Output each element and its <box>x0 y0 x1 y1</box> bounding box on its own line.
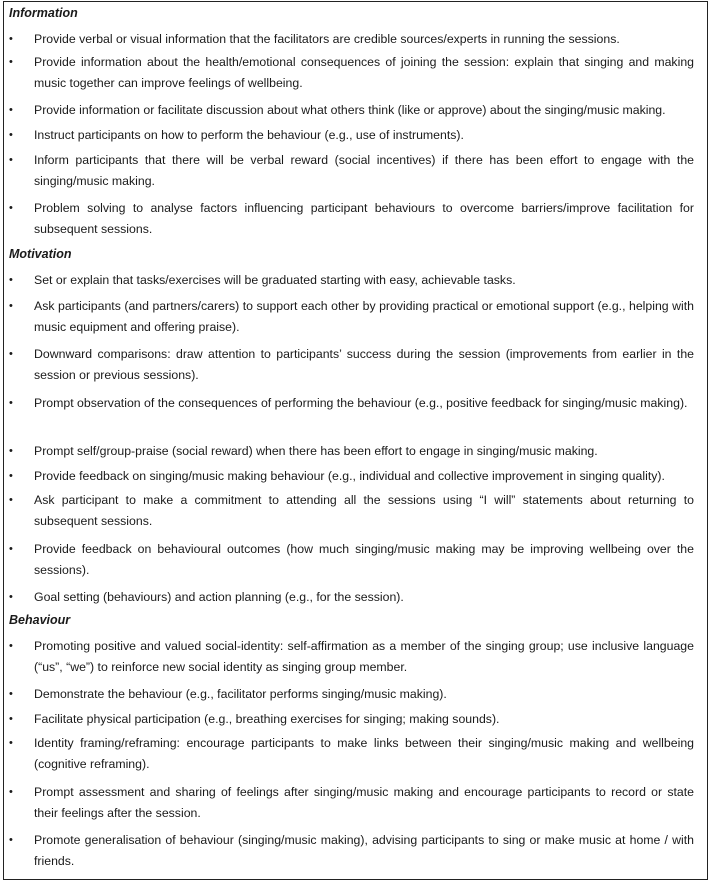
bullet: • <box>9 300 13 312</box>
item-text: Instruct participants on how to perform the behaviour (e.g., use of instruments). <box>34 128 464 142</box>
bullet: • <box>9 494 13 506</box>
item-text: Set or explain that tasks/exercises will be graduated starting with easy, achievable tasks. <box>34 273 516 287</box>
bullet: • <box>9 129 13 141</box>
item-text: Ask participants (and partners/carers) to support each other by providing practical or emotional support (e.g., helping with music equipment and offering praise). <box>34 299 694 334</box>
bullet: • <box>9 834 13 846</box>
item-text: Provide feedback on behavioural outcomes (how much singing/music making may be improving wellbeing over the sessions). <box>34 542 694 577</box>
bullet: • <box>9 154 13 166</box>
bullet: • <box>9 543 13 555</box>
item-text: Prompt observation of the consequences of performing the behaviour (e.g., positive feedback for singing/music making). <box>34 396 688 410</box>
bullet: • <box>9 640 13 652</box>
item-text: Provide information or facilitate discussion about what others think (like or approve) about the singing/music making. <box>34 103 666 117</box>
item-text: Goal setting (behaviours) and action planning (e.g., for the session). <box>34 590 404 604</box>
bullet: • <box>9 737 13 749</box>
item-text: Downward comparisons: draw attention to participants’ success during the session (improvements from earlier in the session or previous sessions). <box>34 347 694 382</box>
item-text: Prompt self/group-praise (social reward) when there has been effort to engage in singing/music making. <box>34 444 598 458</box>
item-text: Provide verbal or visual information that the facilitators are credible sources/experts in running the sessions. <box>34 32 620 46</box>
bullet: • <box>9 56 13 68</box>
item-text: Identity framing/reframing: encourage participants to make links between their singing/music making and wellbeing (cognitive reframing). <box>34 736 694 771</box>
item-text: Promote generalisation of behaviour (singing/music making), advising participants to sing or make music at home / with friends. <box>34 833 694 868</box>
bullet: • <box>9 470 13 482</box>
content-box <box>3 1 708 880</box>
bullet: • <box>9 104 13 116</box>
bullet: • <box>9 713 13 725</box>
item-text: Facilitate physical participation (e.g., breathing exercises for singing; making sounds). <box>34 712 500 726</box>
section-title-motivation: Motivation <box>9 247 72 261</box>
item-text: Provide feedback on singing/music making behaviour (e.g., individual and collective improvement in singing quality). <box>34 469 665 483</box>
item-text: Promoting positive and valued social-identity: self-affirmation as a member of the singing group; use inclusive language (“us”, “we”) to reinforce new social identity as singing group member. <box>34 639 694 674</box>
bullet: • <box>9 591 13 603</box>
bullet: • <box>9 202 13 214</box>
section-title-information: Information <box>9 6 78 20</box>
item-text: Inform participants that there will be verbal reward (social incentives) if there has been effort to engage with the singing/music making. <box>34 153 694 188</box>
item-text: Ask participant to make a commitment to attending all the sessions using “I will” statements about returning to subsequent sessions. <box>34 493 694 528</box>
bullet: • <box>9 786 13 798</box>
bullet: • <box>9 445 13 457</box>
bullet: • <box>9 274 13 286</box>
bullet: • <box>9 688 13 700</box>
item-text: Demonstrate the behaviour (e.g., facilitator performs singing/music making). <box>34 687 447 701</box>
section-title-behaviour: Behaviour <box>9 613 71 627</box>
item-text: Provide information about the health/emotional consequences of joining the session: explain that singing and making music together can improve feelings of wellbeing. <box>34 55 694 90</box>
item-text: Problem solving to analyse factors influencing participant behaviours to overcome barriers/improve facilitation for subsequent sessions. <box>34 201 694 236</box>
bullet: • <box>9 348 13 360</box>
bullet: • <box>9 33 13 45</box>
bullet: • <box>9 397 13 409</box>
item-text: Prompt assessment and sharing of feelings after singing/music making and encourage participants to record or state their feelings after the session. <box>34 785 694 820</box>
